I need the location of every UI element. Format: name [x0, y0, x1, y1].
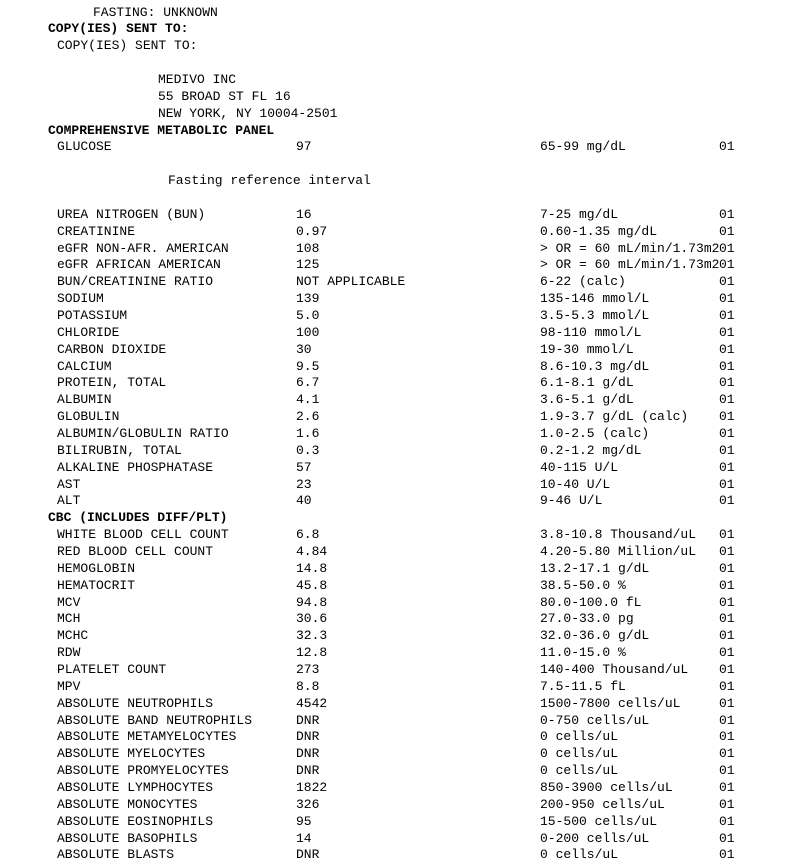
- test-row: [0, 308, 797, 325]
- test-result-value: DNR: [296, 847, 320, 863]
- reference-range: 27.0-33.0 pg: [540, 611, 634, 627]
- test-result-value: DNR: [296, 729, 320, 745]
- test-result-value: 16: [296, 206, 312, 222]
- test-row: [0, 224, 797, 241]
- test-result-value: 97: [296, 139, 312, 155]
- test-result-value: DNR: [296, 763, 320, 779]
- test-name: HEMOGLOBIN: [57, 560, 136, 576]
- panel-section-title: CBC (INCLUDES DIFF/PLT): [48, 510, 228, 526]
- reference-range: 7-25 mg/dL: [540, 206, 619, 222]
- performing-lab-code: 01: [719, 577, 735, 593]
- test-result-value: 125: [296, 257, 320, 273]
- reference-range: 19-30 mmol/L: [540, 341, 634, 357]
- reference-range: 3.6-5.1 g/dL: [540, 392, 634, 408]
- test-result-value: 14.8: [296, 560, 328, 576]
- test-name: ABSOLUTE BAND NEUTROPHILS: [57, 712, 253, 728]
- test-name: GLUCOSE: [57, 139, 112, 155]
- reference-range: 0.60-1.35 mg/dL: [540, 223, 658, 239]
- test-name: CREATININE: [57, 223, 136, 239]
- test-name: CHLORIDE: [57, 324, 120, 340]
- reference-range: 4.20-5.80 Million/uL: [540, 544, 697, 559]
- reference-range: 1.0-2.5 (calc): [540, 425, 650, 441]
- performing-lab-code: 01: [719, 493, 735, 509]
- test-result-value: 4542: [296, 695, 328, 711]
- recipient-name: MEDIVO INC: [158, 71, 237, 87]
- test-name: RDW: [57, 645, 81, 661]
- test-name: PLATELET COUNT: [57, 662, 167, 678]
- test-result-value: 95: [296, 813, 312, 829]
- fasting-reference-note: Fasting reference interval: [168, 173, 371, 189]
- reference-range: 3.8-10.8 Thousand/uL: [540, 527, 697, 543]
- performing-lab-code: 01: [719, 763, 735, 779]
- reference-range: 6-22 (calc): [540, 274, 626, 290]
- reference-range: 65-99 mg/dL: [540, 139, 626, 155]
- test-row: [0, 443, 797, 460]
- test-name: BUN/CREATININE RATIO: [57, 274, 214, 290]
- test-name: CALCIUM: [57, 358, 112, 374]
- test-name: ABSOLUTE LYMPHOCYTES: [57, 780, 214, 796]
- blank-line: [0, 55, 797, 72]
- test-name: POTASSIUM: [57, 307, 128, 323]
- recipient-address-line: 55 BROAD ST FL 16: [158, 88, 291, 104]
- performing-lab-code: 01: [719, 780, 735, 796]
- copies-sent-to-subheader: COPY(IES) SENT TO:: [57, 38, 198, 54]
- recipient-address-line: NEW YORK, NY 10004-2501: [158, 105, 338, 121]
- performing-lab-code: 01: [719, 628, 735, 644]
- performing-lab-code: 01: [719, 341, 735, 357]
- test-result-value: 8.8: [296, 678, 320, 694]
- performing-lab-code: 01: [719, 544, 735, 559]
- test-result-value: 6.8: [296, 527, 320, 543]
- test-name: MCV: [57, 594, 81, 610]
- test-result-value: 0.97: [296, 223, 328, 239]
- test-name: ALKALINE PHOSPHATASE: [57, 459, 214, 475]
- test-name: BILIRUBIN, TOTAL: [57, 442, 182, 458]
- test-result-value: 40: [296, 493, 312, 509]
- performing-lab-code: 01: [719, 223, 735, 239]
- performing-lab-code: 01: [719, 274, 735, 290]
- test-name: MCH: [57, 611, 81, 627]
- reference-range: 40-115 U/L: [540, 459, 619, 475]
- reference-range: 15-500 cells/uL: [540, 813, 658, 829]
- test-name: eGFR AFRICAN AMERICAN: [57, 257, 221, 273]
- test-name: ABSOLUTE BASOPHILS: [57, 830, 198, 846]
- performing-lab-code: 01: [719, 662, 735, 678]
- test-row: [0, 628, 797, 645]
- test-result-value: 108: [296, 240, 320, 256]
- performing-lab-code: 01: [719, 459, 735, 475]
- test-result-value: 30.6: [296, 611, 328, 627]
- test-result-value: 273: [296, 662, 320, 678]
- test-row: [0, 696, 797, 713]
- test-row: [0, 359, 797, 376]
- performing-lab-code: 01: [719, 678, 735, 694]
- test-name: ABSOLUTE EOSINOPHILS: [57, 813, 214, 829]
- reference-range: 200-950 cells/uL: [540, 796, 665, 812]
- test-name: SODIUM: [57, 291, 104, 307]
- reference-range: 0.2-1.2 mg/dL: [540, 442, 642, 458]
- test-name: UREA NITROGEN (BUN): [57, 206, 206, 222]
- performing-lab-code: 01: [719, 830, 735, 846]
- performing-lab-code: 01: [719, 594, 735, 610]
- reference-range: 135-146 mmol/L: [540, 291, 650, 307]
- test-name: AST: [57, 476, 81, 492]
- performing-lab-code: 01: [719, 645, 735, 661]
- performing-lab-code: 01: [719, 746, 735, 762]
- test-row: [0, 207, 797, 224]
- test-name: GLOBULIN: [57, 409, 120, 425]
- performing-lab-code: 01: [719, 409, 735, 425]
- test-name: ABSOLUTE METAMYELOCYTES: [57, 729, 237, 745]
- reference-range: 7.5-11.5 fL: [540, 678, 626, 694]
- test-row: [0, 477, 797, 494]
- reference-range: 11.0-15.0 %: [540, 645, 626, 661]
- test-row: [0, 375, 797, 392]
- test-result-value: 94.8: [296, 594, 328, 610]
- test-row: [0, 342, 797, 359]
- test-result-value: 5.0: [296, 307, 320, 323]
- test-row: [0, 763, 797, 780]
- performing-lab-code: 01: [719, 796, 735, 812]
- performing-lab-code: 01: [719, 291, 735, 307]
- reference-range: 8.6-10.3 mg/dL: [540, 358, 650, 374]
- blank-line: [0, 156, 797, 173]
- reference-range: 0-750 cells/uL: [540, 712, 650, 728]
- reference-range: 1.9-3.7 g/dL (calc): [540, 409, 689, 425]
- test-row: [0, 291, 797, 308]
- copies-sent-to-header: COPY(IES) SENT TO:: [48, 21, 189, 37]
- test-row: [0, 460, 797, 477]
- test-row: [0, 662, 797, 679]
- panel-section-title: COMPREHENSIVE METABOLIC PANEL: [48, 122, 275, 138]
- test-result-value: 57: [296, 459, 312, 475]
- test-row: [0, 426, 797, 443]
- test-result-value: 32.3: [296, 628, 328, 644]
- performing-lab-code: 01: [719, 476, 735, 492]
- performing-lab-code: 01: [719, 240, 735, 256]
- reference-range: 98-110 mmol/L: [540, 324, 642, 340]
- performing-lab-code: 01: [719, 611, 735, 627]
- performing-lab-code: 01: [719, 392, 735, 408]
- test-result-value: 12.8: [296, 645, 328, 661]
- test-name: ABSOLUTE MYELOCYTES: [57, 746, 206, 762]
- reference-range: 0 cells/uL: [540, 729, 619, 745]
- performing-lab-code: 01: [719, 425, 735, 441]
- reference-range: 0 cells/uL: [540, 746, 619, 762]
- test-name: ALT: [57, 493, 81, 509]
- test-row: [0, 392, 797, 409]
- test-row: [0, 797, 797, 814]
- test-name: RED BLOOD CELL COUNT: [57, 544, 214, 559]
- test-result-value: 1822: [296, 780, 328, 796]
- performing-lab-code: 01: [719, 257, 735, 273]
- test-result-value: 4.1: [296, 392, 320, 408]
- test-row: [0, 325, 797, 342]
- test-result-value: 1.6: [296, 425, 320, 441]
- test-name: ABSOLUTE BLASTS: [57, 847, 175, 863]
- reference-range: > OR = 60 mL/min/1.73m2: [540, 240, 720, 256]
- reference-range: 0 cells/uL: [540, 763, 619, 779]
- fasting-status: FASTING: UNKNOWN: [93, 4, 218, 20]
- reference-range: 0 cells/uL: [540, 847, 619, 863]
- test-row: [0, 493, 797, 510]
- test-name: eGFR NON-AFR. AMERICAN: [57, 240, 229, 256]
- reference-range: 6.1-8.1 g/dL: [540, 375, 634, 391]
- test-row: [0, 595, 797, 612]
- test-result-value: 326: [296, 796, 320, 812]
- test-row: [0, 611, 797, 628]
- test-row: [0, 814, 797, 831]
- test-name: ABSOLUTE NEUTROPHILS: [57, 695, 214, 711]
- test-result-value: 9.5: [296, 358, 320, 374]
- performing-lab-code: 01: [719, 206, 735, 222]
- reference-range: 13.2-17.1 g/dL: [540, 560, 650, 576]
- performing-lab-code: 01: [719, 307, 735, 323]
- test-row: [0, 713, 797, 730]
- reference-range: 3.5-5.3 mmol/L: [540, 307, 650, 323]
- reference-range: 0-200 cells/uL: [540, 830, 650, 846]
- reference-range: 9-46 U/L: [540, 493, 603, 509]
- test-row: [0, 241, 797, 258]
- test-name: ABSOLUTE PROMYELOCYTES: [57, 763, 229, 779]
- reference-range: 32.0-36.0 g/dL: [540, 628, 650, 644]
- test-row: [0, 847, 797, 864]
- test-row: [0, 409, 797, 426]
- performing-lab-code: 01: [719, 139, 735, 155]
- test-row: [0, 729, 797, 746]
- reference-range: 80.0-100.0 fL: [540, 594, 642, 610]
- test-name: ALBUMIN/GLOBULIN RATIO: [57, 425, 229, 441]
- reference-range: 10-40 U/L: [540, 476, 611, 492]
- reference-range: 850-3900 cells/uL: [540, 780, 673, 796]
- test-result-value: 4.84: [296, 544, 328, 559]
- test-result-value: NOT APPLICABLE: [296, 274, 406, 290]
- performing-lab-code: 01: [719, 695, 735, 711]
- test-row: [0, 746, 797, 763]
- test-name: CARBON DIOXIDE: [57, 341, 167, 357]
- test-row: [0, 578, 797, 595]
- test-row: [0, 257, 797, 274]
- test-row: [0, 561, 797, 578]
- reference-range: 1500-7800 cells/uL: [540, 695, 681, 711]
- test-name: HEMATOCRIT: [57, 577, 136, 593]
- test-row: [0, 544, 797, 561]
- test-row: [0, 831, 797, 848]
- test-row: [0, 645, 797, 662]
- performing-lab-code: 01: [719, 729, 735, 745]
- performing-lab-code: 01: [719, 375, 735, 391]
- performing-lab-code: 01: [719, 813, 735, 829]
- test-name: WHITE BLOOD CELL COUNT: [57, 527, 229, 543]
- blank-line: [0, 190, 797, 207]
- test-row: [0, 139, 797, 156]
- test-name: PROTEIN, TOTAL: [57, 375, 167, 391]
- test-result-value: DNR: [296, 746, 320, 762]
- test-row: [0, 527, 797, 544]
- performing-lab-code: 01: [719, 358, 735, 374]
- test-result-value: 0.3: [296, 442, 320, 458]
- test-result-value: 23: [296, 476, 312, 492]
- performing-lab-code: 01: [719, 712, 735, 728]
- test-result-value: DNR: [296, 712, 320, 728]
- test-row: [0, 274, 797, 291]
- performing-lab-code: 01: [719, 847, 735, 863]
- performing-lab-code: 01: [719, 442, 735, 458]
- test-result-value: 100: [296, 324, 320, 340]
- reference-range: 38.5-50.0 %: [540, 577, 626, 593]
- test-name: ALBUMIN: [57, 392, 112, 408]
- test-result-value: 45.8: [296, 577, 328, 593]
- performing-lab-code: 01: [719, 527, 735, 543]
- performing-lab-code: 01: [719, 560, 735, 576]
- test-name: MPV: [57, 678, 81, 694]
- test-result-value: 139: [296, 291, 320, 307]
- reference-range: > OR = 60 mL/min/1.73m2: [540, 257, 720, 273]
- test-name: ABSOLUTE MONOCYTES: [57, 796, 198, 812]
- performing-lab-code: 01: [719, 324, 735, 340]
- test-row: [0, 780, 797, 797]
- test-row: [0, 679, 797, 696]
- reference-range: 140-400 Thousand/uL: [540, 662, 689, 678]
- test-result-value: 2.6: [296, 409, 320, 425]
- test-result-value: 30: [296, 341, 312, 357]
- test-result-value: 6.7: [296, 375, 320, 391]
- test-result-value: 14: [296, 830, 312, 846]
- test-name: MCHC: [57, 628, 89, 644]
